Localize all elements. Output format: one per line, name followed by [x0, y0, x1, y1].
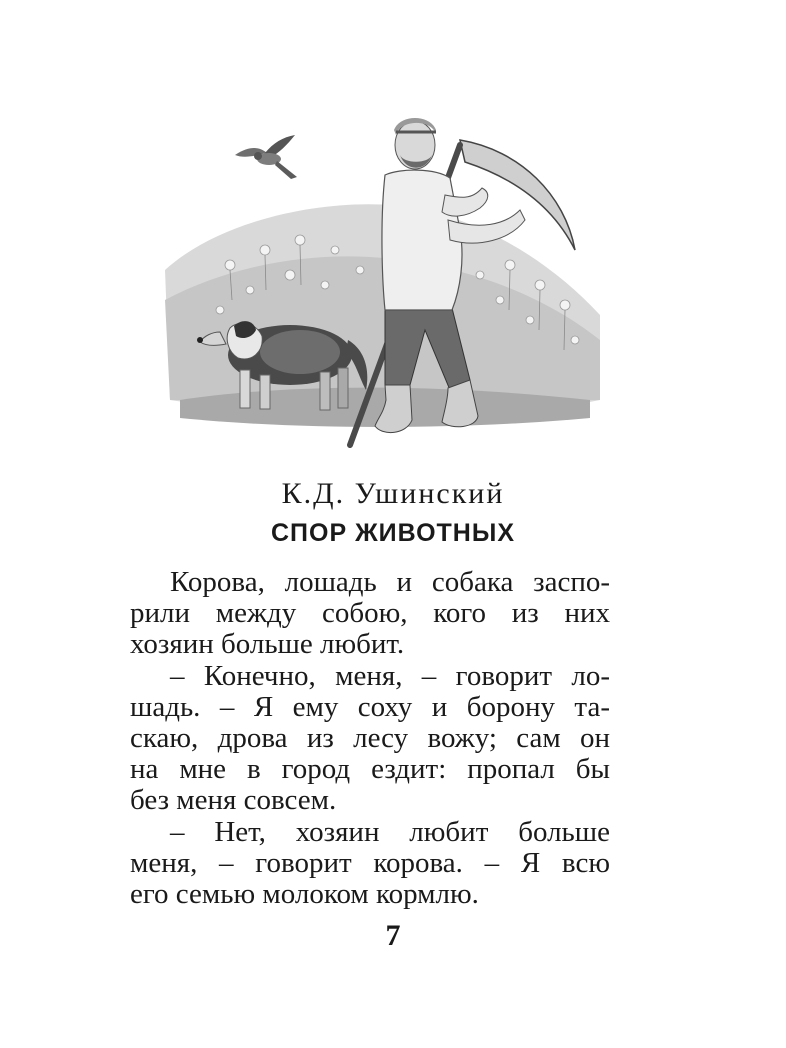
- text-line: Корова, лошадь и собака заспо-: [170, 566, 610, 598]
- author-name: К.Д. Ушинский: [281, 477, 505, 510]
- page-number: 7: [385, 919, 401, 952]
- text-line: скаю, дрова из лесу вожу; сам он: [130, 721, 610, 754]
- story-text: [130, 567, 610, 910]
- story-title: СПОР ЖИВОТНЫХ: [270, 519, 515, 547]
- text-line: хозяин больше любит.: [130, 628, 405, 661]
- bird-icon: [235, 135, 297, 179]
- story-illustration: [160, 100, 610, 460]
- text-line: – Конечно, меня, – говорит ло-: [170, 659, 610, 692]
- text-line: на мне в город ездит: пропал бы: [130, 753, 610, 786]
- text-line: его семью молоком кормлю.: [130, 877, 479, 910]
- text-line: – Нет, хозяин любит больше: [170, 815, 610, 848]
- text-line: без меня совсем.: [130, 784, 337, 817]
- text-line: меня, – говорит корова. – Я всю: [130, 846, 610, 879]
- text-line: шадь. – Я ему соху и борону та-: [130, 690, 610, 723]
- text-line: рили между собою, кого из них: [130, 597, 610, 630]
